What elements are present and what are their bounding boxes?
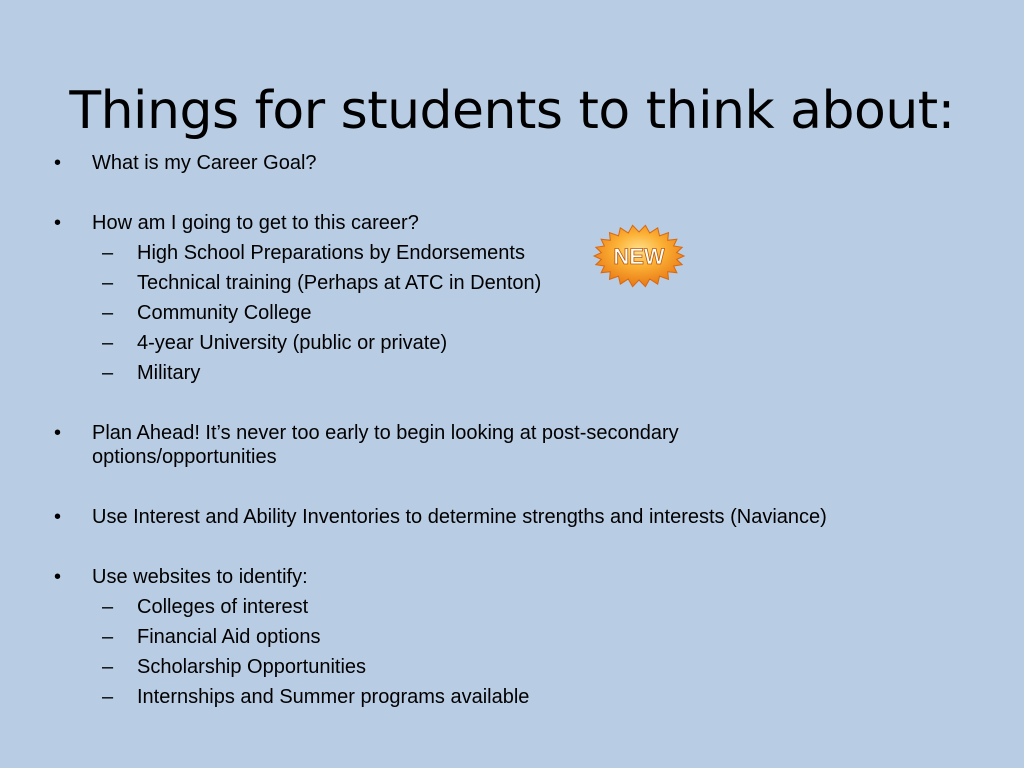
dash-marker: –: [102, 686, 114, 708]
dash-marker: –: [102, 656, 114, 678]
bullet-marker: •: [54, 422, 62, 444]
sub-item-high-school: High School Preparations by Endorsements: [137, 242, 525, 264]
dash-marker: –: [102, 272, 114, 294]
sub-item-community-college: Community College: [137, 302, 312, 324]
bullet-career-goal: What is my Career Goal?: [92, 152, 317, 174]
sub-item-financial-aid: Financial Aid options: [137, 626, 321, 648]
dash-marker: –: [102, 302, 114, 324]
sub-item-military: Military: [137, 362, 201, 384]
slide-title: Things for students to think about:: [69, 81, 955, 141]
sub-item-university: 4-year University (public or private): [137, 332, 448, 354]
bullet-marker: •: [54, 506, 62, 528]
bullet-use-websites: Use websites to identify:: [92, 566, 308, 588]
dash-marker: –: [102, 626, 114, 648]
bullet-marker: •: [54, 212, 62, 234]
sub-item-internships: Internships and Summer programs available: [137, 686, 530, 708]
bullet-marker: •: [54, 152, 62, 174]
bullet-plan-ahead-line1: Plan Ahead! It’s never too early to begin looking at post-secondary: [92, 422, 679, 444]
sub-item-technical-training: Technical training (Perhaps at ATC in Denton): [137, 272, 542, 294]
new-starburst-icon: [592, 224, 686, 288]
bullet-interest-inventories: Use Interest and Ability Inventories to determine strengths and interests (Naviance): [92, 506, 827, 528]
dash-marker: –: [102, 362, 114, 384]
dash-marker: –: [102, 332, 114, 354]
sub-item-scholarships: Scholarship Opportunities: [137, 656, 367, 678]
sub-item-colleges: Colleges of interest: [137, 596, 309, 618]
dash-marker: –: [102, 242, 114, 264]
badge-label: NEW: [613, 244, 665, 269]
bullet-get-to-career: How am I going to get to this career?: [92, 212, 419, 234]
dash-marker: –: [102, 596, 114, 618]
bullet-marker: •: [54, 566, 62, 588]
bullet-plan-ahead-line2: options/opportunities: [92, 446, 277, 468]
